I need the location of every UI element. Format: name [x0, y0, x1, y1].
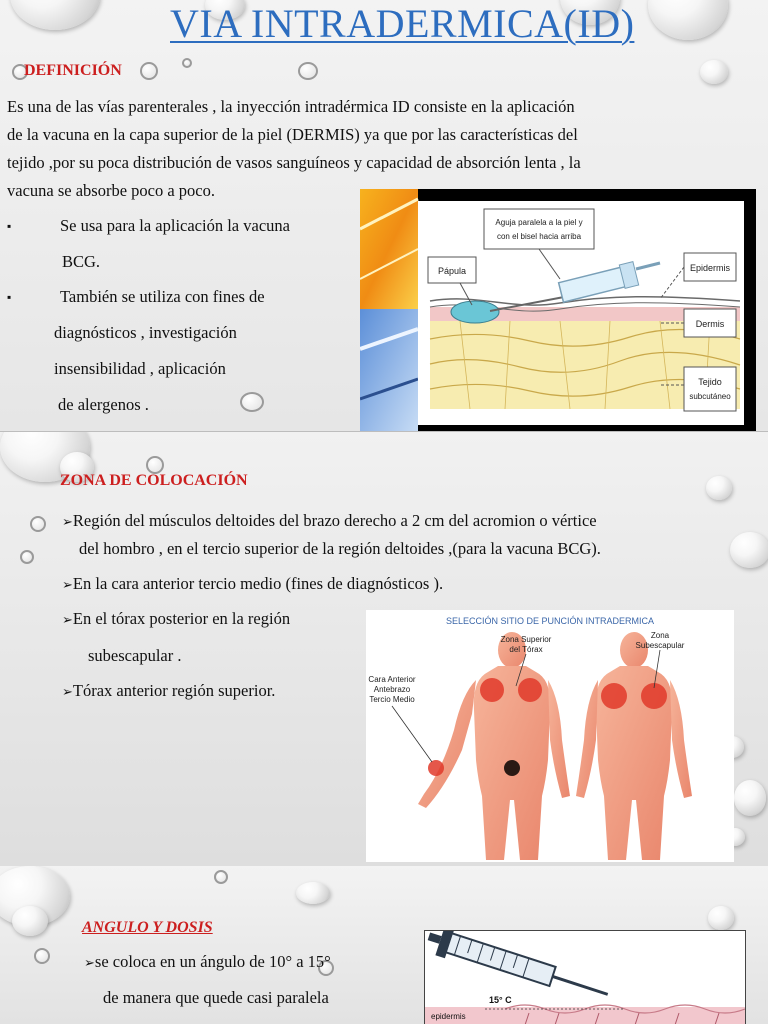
definition-line: tejido ,por su poca distribución de vasos sanguíneos y capacidad de absorción lenta , la: [7, 153, 581, 172]
zone-item-text: Tórax anterior región superior.: [72, 681, 276, 700]
bullet-text: BCG.: [62, 252, 101, 271]
slide-angulo-dosis: [0, 866, 768, 1024]
water-drop-decoration: [706, 476, 732, 500]
figure-label: del Tórax: [509, 645, 543, 654]
definition-line: Es una de las vías parenterales , la inyección intradérmica ID consiste en la aplicación: [7, 97, 575, 116]
diagram-label: Epidermis: [689, 263, 731, 273]
water-drop-decoration: [734, 780, 766, 816]
angle-item: [84, 948, 331, 978]
arrow-bullet: ➢: [62, 613, 73, 628]
figure-title: SELECCIÓN SITIO DE PUNCIÓN INTRADERMICA: [445, 616, 655, 626]
zone-item: [62, 570, 443, 600]
arrow-bullet: ➢: [62, 578, 73, 593]
epidermis-label: epidermis: [431, 1012, 466, 1021]
heading-zona-colocacion: ZONA DE COLOCACIÓN: [60, 472, 248, 489]
water-drop-decoration: [708, 906, 734, 930]
diagram-label: con el bisel hacia arriba: [496, 232, 582, 241]
page-title: VIA INTRADERMICA(ID): [170, 1, 635, 46]
injection-angle-diagram: [424, 930, 746, 1024]
arrow-bullet: ➢: [84, 956, 95, 971]
water-drop-decoration: [30, 516, 46, 532]
water-drop-decoration: [12, 906, 48, 936]
water-drop-decoration: [34, 948, 50, 964]
puncture-sites-figure: [366, 610, 734, 862]
zone-item-text: subescapular .: [88, 646, 182, 665]
figure-label: Zona Superior: [500, 635, 552, 644]
bullet-text: de alergenos .: [58, 395, 149, 414]
body-silhouettes-illustration: [366, 610, 734, 862]
skin-layers-illustration: [360, 189, 756, 431]
figure-label: Tercio Medio: [369, 695, 415, 704]
heading-angulo-dosis: ANGULO Y DOSIS: [82, 919, 213, 936]
figure-label: Antebrazo: [373, 685, 411, 694]
zone-item-text: Región del músculos deltoides del brazo derecho a 2 cm del acromion o vértice: [72, 511, 597, 530]
angle-item-text: se coloca en un ángulo de 10° a 15°: [94, 952, 331, 971]
zone-item-text: En el tórax posterior en la región: [72, 609, 291, 628]
diagram-label: Aguja paralela a la piel y: [495, 218, 583, 227]
bullet-text: Se usa para la aplicación la vacuna: [60, 216, 290, 235]
angle-label: 15° C: [489, 995, 512, 1005]
figure-label: Cara Anterior: [368, 675, 416, 684]
definition-line: vacuna se absorbe poco a poco.: [7, 181, 215, 200]
definition-line: de la vacuna en la capa superior de la piel (DERMIS) ya que por las características del: [7, 125, 578, 144]
zone-item: [62, 677, 275, 707]
diagram-label: Dermis: [695, 319, 725, 329]
water-drop-decoration: [140, 62, 158, 80]
water-drop-decoration: [730, 532, 768, 568]
figure-label: Zona: [650, 631, 670, 640]
water-drop-decoration: [20, 550, 34, 564]
water-drop-decoration: [10, 0, 100, 30]
heading-definicion: DEFINICIÓN: [24, 62, 122, 79]
diagram-label: Pápula: [437, 266, 467, 276]
back-body: [576, 632, 692, 860]
front-body: [418, 632, 570, 860]
arrow-bullet: ➢: [62, 685, 73, 700]
water-drop-decoration: [700, 60, 728, 84]
zone-item-text: En la cara anterior tercio medio (fines de diagnósticos ).: [72, 574, 444, 593]
zone-item-text: del hombro , en el tercio superior de la región deltoides ,(para la vacuna BCG).: [79, 539, 601, 558]
water-drop-decoration: [296, 882, 330, 904]
water-drop-decoration: [648, 0, 728, 40]
skin-layers-diagram: [360, 189, 756, 431]
figure-label: Subescapular: [635, 641, 685, 650]
zone-item: [62, 507, 597, 537]
bullet-text: También se utiliza con fines de: [60, 287, 265, 306]
water-drop-decoration: [298, 62, 318, 80]
slide-zona-colocacion: [0, 432, 768, 866]
bullet-text: diagnósticos , investigación: [54, 323, 237, 342]
angle-item-text: de manera que quede casi paralela: [103, 988, 329, 1007]
water-drop-decoration: [214, 870, 228, 884]
bullet-marker: ▪: [7, 290, 12, 304]
diagram-label: Tejido: [698, 377, 722, 387]
bullet-marker: ▪: [7, 219, 12, 233]
water-drop-decoration: [182, 58, 192, 68]
slide-definicion: [0, 0, 768, 432]
arrow-bullet: ➢: [62, 515, 73, 530]
bullet-text: insensibilidad , aplicación: [54, 359, 226, 378]
diagram-label: subcutáneo: [689, 392, 731, 401]
water-drop-decoration: [240, 392, 264, 412]
zone-item: [62, 605, 290, 635]
syringe-angle-illustration: [425, 931, 745, 1024]
